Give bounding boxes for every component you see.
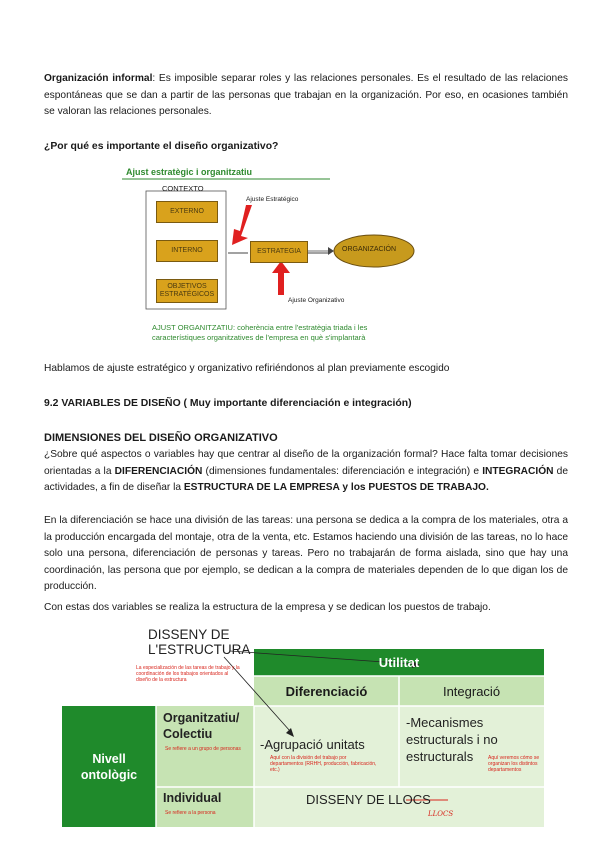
jobs-handwritten-correction: LLOCS — [428, 810, 454, 818]
individual-level-label: Individual — [163, 791, 222, 805]
strategic-fit-diagram — [120, 165, 420, 345]
structure-design-table — [62, 627, 544, 827]
text-run: de actividades, a fin de diseñar la — [44, 465, 568, 493]
external-box: EXTERNO — [156, 201, 218, 223]
organization-label: ORGANIZACIÓN — [342, 246, 397, 253]
strategic-objectives-box: OBJETIVOS ESTRATÉGICOS — [156, 279, 218, 303]
integration-header: Integració — [442, 683, 501, 699]
collective-level-line-1: Organitzatiu/ — [163, 711, 240, 725]
mechanisms-line-2: estructurals i no — [406, 732, 498, 747]
individual-level-note: Se refiere a la persona — [165, 810, 216, 816]
collective-level-label — [163, 710, 239, 742]
internal-box: INTERNO — [156, 240, 218, 262]
caption-line-2: característiques organitzatives de l'empresa en què s'implantarà — [152, 333, 366, 342]
paragraph-design-variables — [44, 447, 568, 497]
section-heading-9-2: 9.2 VARIABLES DE DISEÑO ( Muy importante diferenciación e integración) — [44, 398, 412, 409]
structure-design-title-line-2: L'ESTRUCTURA — [148, 642, 251, 657]
strategic-fit-explanation: Hablamos de ajuste estratégico y organizativo refiriéndonos al plan previamente escogido — [44, 363, 450, 374]
dimensions-heading: DIMENSIONES DEL DISEÑO ORGANIZATIVO — [44, 432, 278, 444]
strategic-fit-arrow — [232, 205, 252, 245]
job-design-prefix: DISSENY DE — [306, 792, 385, 807]
context-label: CONTEXTO — [162, 184, 204, 193]
mechanisms-note: Aquí veremos cómo se organizan los distintos departamentos — [488, 755, 540, 773]
diagram-title: Ajust estratègic i organitzatiu — [126, 167, 253, 177]
job-design-text — [306, 792, 431, 807]
collective-level-line-2: Colectiu — [163, 727, 213, 741]
utility-header: Utilitat — [378, 655, 420, 670]
caption-line-1: AJUST ORGANITZATIU: coherència entre l'estratègia triada i les — [152, 323, 368, 332]
structure-note: La especialización de las tareas de trabajo y la coordinación de los trabajos orientados al diseño de la estructura — [136, 665, 240, 683]
grouping-units-text: -Agrupació unitats — [260, 737, 365, 752]
jobs-struck-word: LLOCS — [388, 792, 431, 807]
structure-design-title-line-1: DISSENY DE — [148, 627, 230, 642]
organizational-fit-arrow-shaft — [278, 271, 284, 295]
paragraph-informal-organization — [44, 71, 568, 121]
grouping-units-note: Aquí con la división del trabajo por departamentos (RRHH, producción, fabricación, etc.) — [270, 755, 377, 773]
mechanisms-line-1: -Mecanismes — [406, 715, 484, 730]
connector-arrowhead — [328, 247, 334, 255]
strategy-box: ESTRATEGIA — [250, 241, 308, 263]
term-informal-organization: Organización informal — [44, 73, 153, 84]
paragraph-text: : Es imposible separar roles y las relaciones personales. Es el resultado de las relaciones espontáneas que se dan a partir de las personas que trabajan en la organización. Por eso, en ocasiones también se valoran las relaciones personales. — [44, 73, 568, 117]
structure-design-title — [148, 627, 250, 657]
text-run: (dimensiones fundamentales: diferenciación e integración) e — [202, 465, 483, 477]
mechanisms-line-3: estructurals — [406, 749, 474, 764]
strategic-fit-label: Ajuste Estratégico — [246, 196, 299, 203]
paragraph-conclusion: Con estas dos variables se realiza la estructura de la empresa y se dedican los puestos de trabajo. — [44, 602, 491, 613]
ontological-level-line-2: ontològic — [80, 767, 138, 782]
text-run: ¿Sobre qué aspectos o variables hay que centrar al diseño de la organización formal? Hace falta tomar decisiones orientadas a la — [44, 449, 568, 477]
term-differentiation: DIFERENCIACIÓN — [114, 465, 203, 477]
organizational-fit-label: Ajuste Organizativo — [288, 297, 345, 304]
term-integration: INTEGRACIÓN — [482, 465, 554, 477]
question-heading: ¿Por qué es importante el diseño organizativo? — [44, 141, 279, 152]
differentiation-header: Diferenciació — [285, 683, 368, 699]
term-structure: ESTRUCTURA DE LA EMPRESA y los PUESTOS DE TRABAJO. — [183, 482, 489, 493]
ontological-level-line-1: Nivell — [92, 751, 126, 766]
collective-level-note: Se refiere a un grupo de personas — [165, 746, 241, 752]
paragraph-differentiation-example: En la diferenciación se hace una división de las tareas: una persona se dedica a la compra de los materiales, otra a la producción encargada del montaje, otra de la venta, etc. Estamos haciendo una división de las tareas, no lo hace solo una persona, diferenciación de personas y tareas. Pero no trabajarán de forma aislada, sino que hay una coordinación, las persona que por ejemplo, se dedican a la compra de materiales dependen de lo que digan los de producción. — [44, 515, 568, 592]
ontological-level-label — [62, 706, 156, 827]
